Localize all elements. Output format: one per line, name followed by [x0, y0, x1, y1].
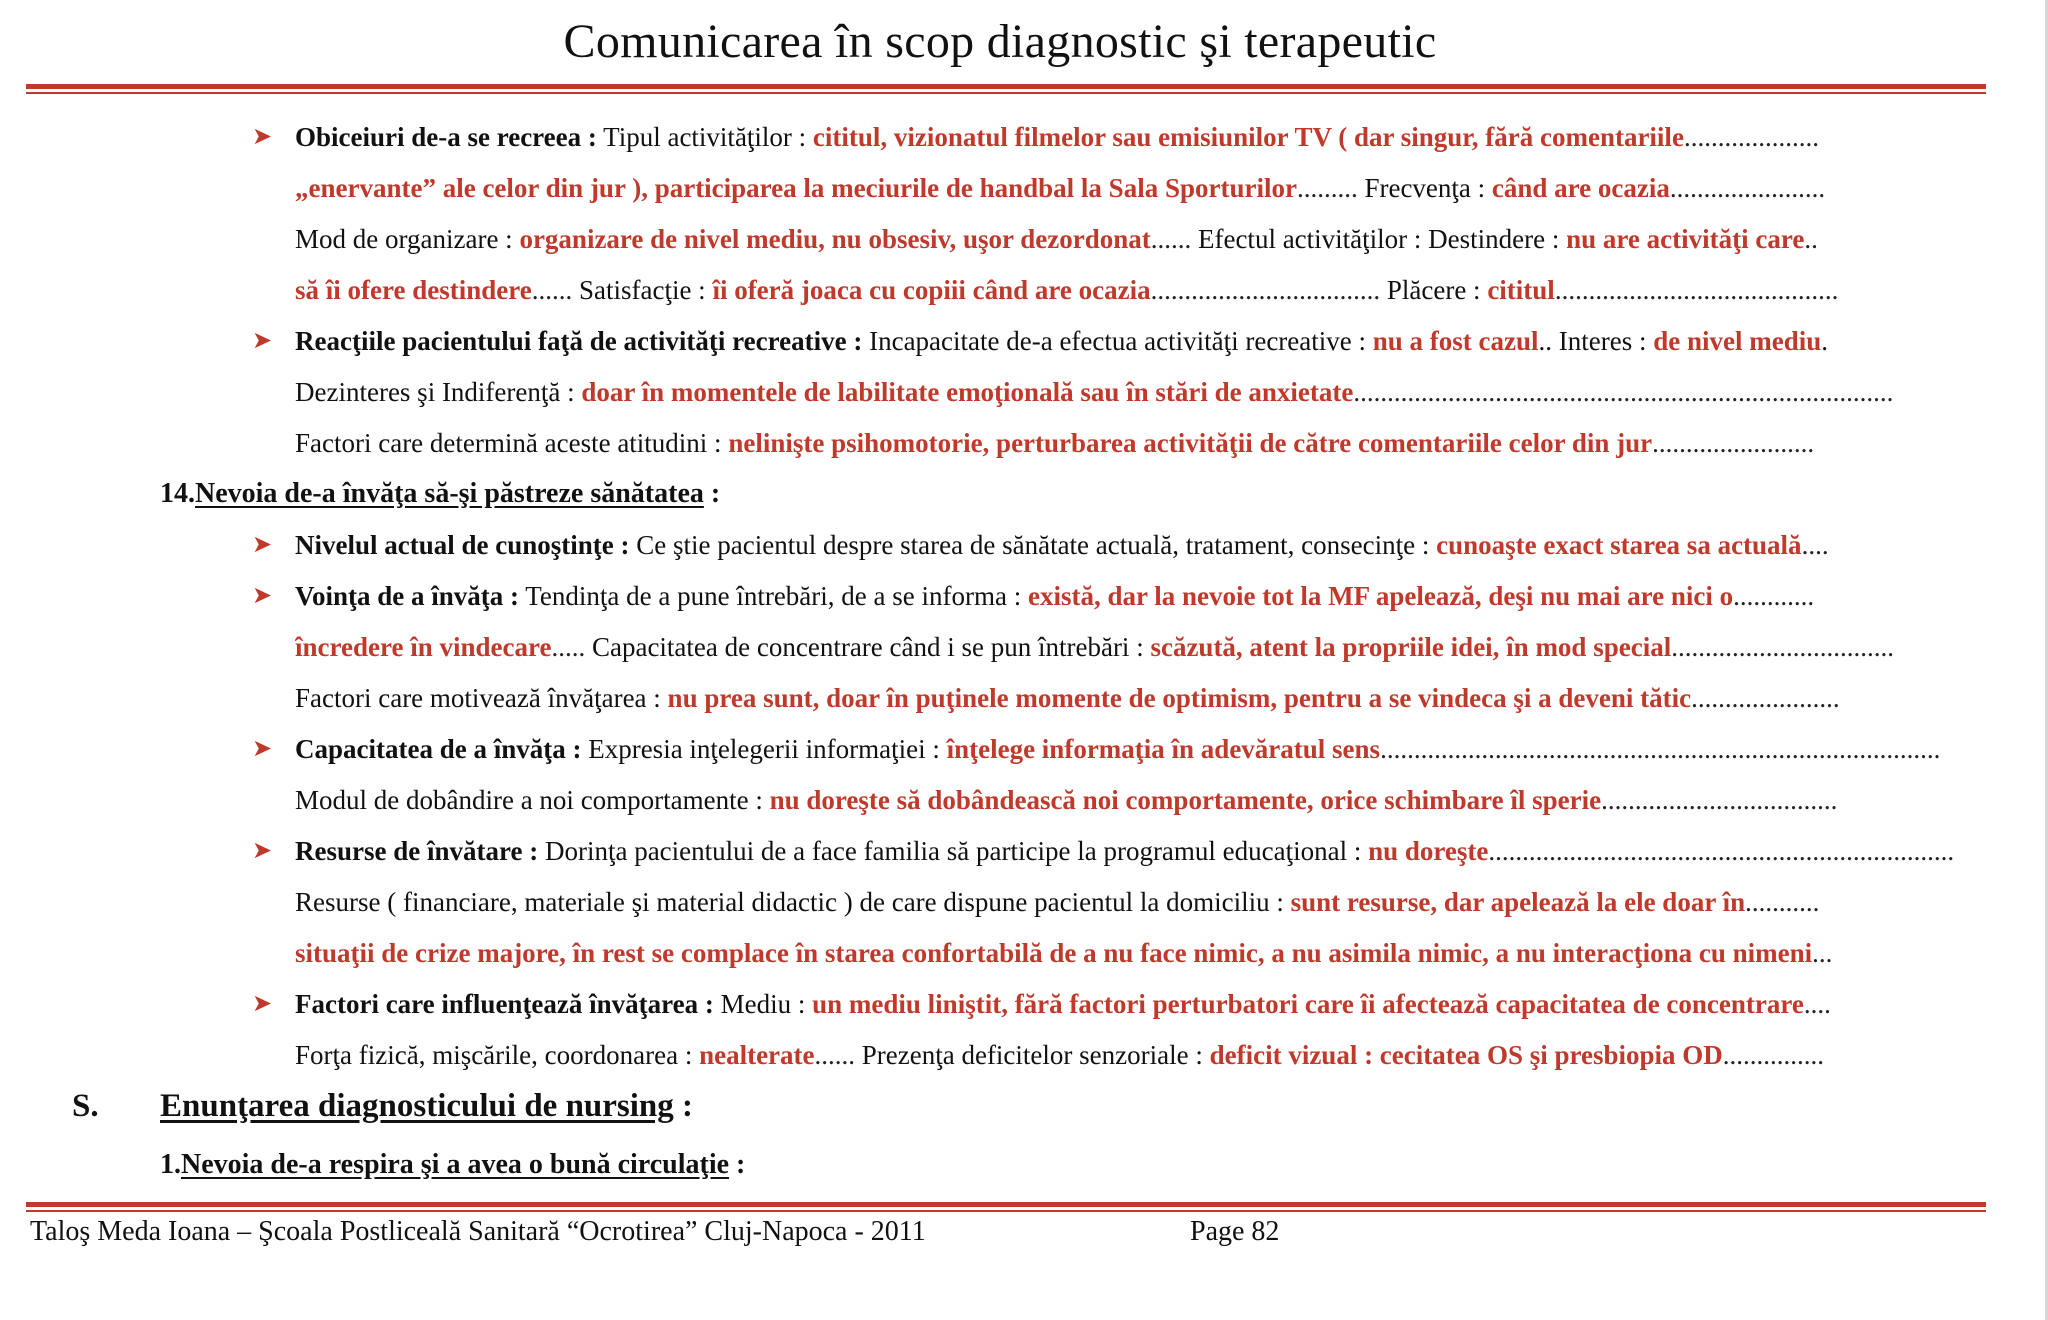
- section-s-letter: S.: [72, 1088, 99, 1124]
- page-title: Comunicarea în scop diagnostic şi terapeutic: [563, 15, 1437, 68]
- capacitatea-line-1: Capacitatea de a învăţa : Expresia inţelegerii informaţiei : înţelege informaţia în adevăratul sens...................................................................................: [295, 734, 1941, 764]
- recreere-line-1: Obiceiuri de-a se recreea : Tipul activităţilor : cititul, vizionatul filmelor sau emisiunilor TV ( dar singur, fără comentariile....................: [295, 122, 1819, 152]
- reactii-line-3: Factori care determină aceste atitudini : nelinişte psihomotorie, perturbarea activităţii de către comentariile celor din jur........................: [295, 428, 1815, 458]
- recreere-line-2: „enervante” ale celor din jur ), participarea la meciurile de handbal la Sala Sporturilor......... Frecvenţa : când are ocazia.......................: [295, 173, 1826, 203]
- capacitatea-label: Capacitatea de a învăţa :: [295, 734, 582, 764]
- section-14-heading: 14.Nevoia de-a învăţa să-şi păstreze sănătatea :: [160, 478, 721, 509]
- recreere-line-4: să îi ofere destindere...... Satisfacţie : îi oferă joaca cu copiii când are ocazia.................................. Plăcere : cititul..........................................: [295, 275, 1839, 305]
- reactii-line-2: Dezinteres şi Indiferenţă : doar în momentele de labilitate emoţională sau în stări de anxietate................................................................................: [295, 377, 1894, 407]
- resurse-line-2: Resurse ( financiare, materiale şi material didactic ) de care dispune pacientul la domiciliu : sunt resurse, dar apelează la ele doar în...........: [295, 887, 1820, 917]
- cunostinte-line-1: Nivelul actual de cunoştinţe : Ce ştie pacientul despre starea de sănătate actuală, tratament, consecinţe : cunoaşte exact starea sa actuală....: [295, 530, 1829, 560]
- resurse-line-3: situaţii de crize majore, în rest se complace în starea confortabilă de a nu face nimic, a nu asimila nimic, a nu interacţiona cu nimeni...: [295, 938, 1833, 968]
- factori-label: Factori care influenţează învăţarea :: [295, 989, 714, 1019]
- capacitatea-line-2: Modul de dobândire a noi comportamente : nu doreşte să dobândească noi comportamente, orice schimbare îl sperie...................................: [295, 785, 1838, 815]
- factori-line-2: Forţa fizică, mişcările, coordonarea : nealterate...... Prezenţa deficitelor senzoriale : deficit vizual : cecitatea OS şi presbiopia OD...............: [295, 1040, 1825, 1070]
- header-divider: [26, 84, 1986, 94]
- vointa-line-2: încredere în vindecare..... Capacitatea de concentrare când i se pun întrebări : scăzută, atent la propriile idei, în mod special.................................: [295, 632, 1894, 662]
- reactii-line-1: Reacţiile pacientului faţă de activităţi recreative : Incapacitate de-a efectua activităţi recreative : nu a fost cazul.. Interes : de nivel mediu.: [295, 326, 1828, 356]
- footer-divider: [26, 1202, 1986, 1212]
- bullet-arrow-icon: ➤: [252, 328, 273, 354]
- bullet-arrow-icon: ➤: [252, 583, 273, 609]
- cunostinte-label: Nivelul actual de cunoştinţe :: [295, 530, 630, 560]
- recreere-label: Obiceiuri de-a se recreea :: [295, 122, 597, 152]
- bullet-arrow-icon: ➤: [252, 838, 273, 864]
- page-number: Page 82: [1190, 1216, 1280, 1247]
- vointa-label: Voinţa de a învăţa :: [295, 581, 520, 611]
- section-s-heading: Enunţarea diagnosticului de nursing :: [160, 1088, 694, 1124]
- reactii-label: Reacţiile pacientului faţă de activităţi recreative :: [295, 326, 863, 356]
- resurse-label: Resurse de învătare :: [295, 836, 539, 866]
- section-1-heading: 1.Nevoia de-a respira şi a avea o bună circulaţie :: [160, 1149, 746, 1180]
- recreere-line-3: Mod de organizare : organizare de nivel mediu, nu obsesiv, uşor dezordonat...... Efectul activităţilor : Destindere : nu are activităţi care..: [295, 224, 1818, 254]
- bullet-arrow-icon: ➤: [252, 991, 273, 1017]
- bullet-arrow-icon: ➤: [252, 736, 273, 762]
- factori-line-1: Factori care influenţează învăţarea : Mediu : un mediu liniştit, fără factori perturbatori care îi afectează capacitatea de concentrare....: [295, 989, 1831, 1019]
- bullet-arrow-icon: ➤: [252, 532, 273, 558]
- bullet-arrow-icon: ➤: [252, 124, 273, 150]
- vointa-line-1: Voinţa de a învăţa : Tendinţa de a pune întrebări, de a se informa : există, dar la nevoie tot la MF apelează, deşi nu mai are nici o............: [295, 581, 1815, 611]
- resurse-line-1: Resurse de învătare : Dorinţa pacientului de a face familia să participe la programul educaţional : nu doreşte.....................................................................: [295, 836, 1955, 866]
- vointa-line-3: Factori care motivează învăţarea : nu prea sunt, doar în puţinele momente de optimism, pentru a se vindeca şi a deveni tătic......................: [295, 683, 1840, 713]
- footer-author: Taloş Meda Ioana – Şcoala Postliceală Sanitară “Ocrotirea” Cluj-Napoca - 2011: [30, 1216, 926, 1247]
